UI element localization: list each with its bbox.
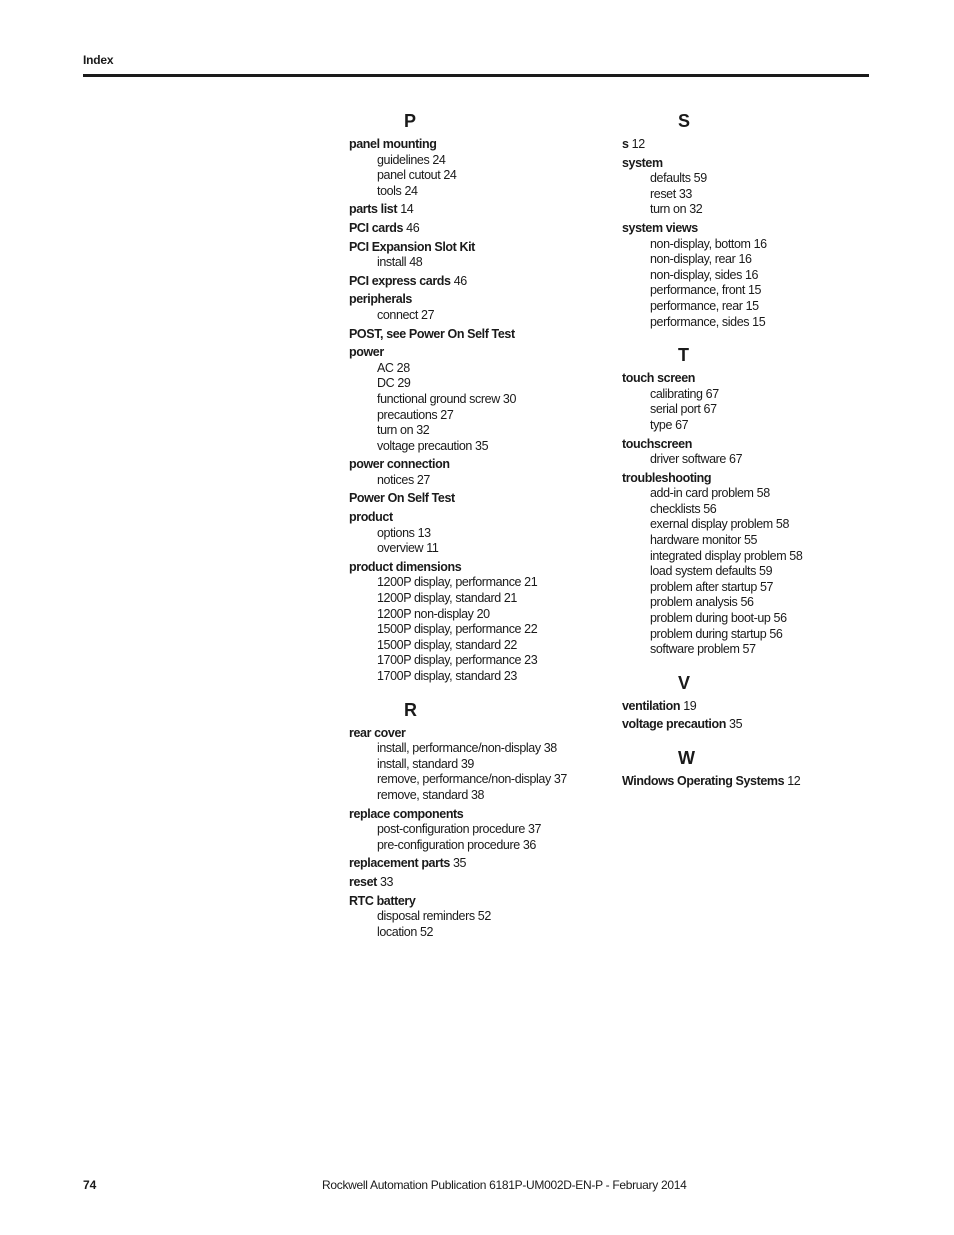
index-term-text: PCI express cards	[349, 273, 451, 288]
index-term	[622, 137, 872, 153]
index-term	[349, 221, 599, 237]
index-section	[349, 110, 599, 685]
index-section	[622, 747, 872, 790]
index-subentry: exernal display problem 58	[650, 517, 789, 532]
index-term-text: RTC battery	[349, 893, 416, 908]
index-subentry: 1700P display, performance 23	[377, 653, 538, 668]
index-term	[622, 371, 872, 387]
index-term-text: system views	[622, 220, 698, 235]
index-term	[349, 292, 599, 308]
index-section	[622, 110, 872, 330]
section-letter: W	[678, 748, 695, 768]
index-subentry: disposal reminders 52	[377, 909, 491, 924]
index-term-text: replacement parts	[349, 856, 450, 871]
index-subentry: 1500P display, performance 22	[377, 622, 538, 637]
index-term	[622, 471, 872, 487]
index-subentry: 1200P display, performance 21	[377, 575, 538, 590]
index-term-text: voltage precaution	[622, 717, 726, 732]
index-term-text: peripherals	[349, 292, 412, 307]
index-section	[349, 699, 599, 941]
index-subentry: panel cutout 24	[377, 168, 457, 183]
index-entry	[349, 202, 599, 218]
index-page-ref: 14	[400, 202, 414, 217]
section-letter: T	[678, 345, 689, 366]
index-term-text: PCI Expansion Slot Kit	[349, 239, 475, 254]
index-subentry: options 13	[377, 525, 431, 540]
index-subentry: post-configuration procedure 37	[377, 822, 542, 837]
index-term-text: rear cover	[349, 725, 406, 740]
index-term	[349, 491, 599, 507]
index-term-text: power connection	[349, 457, 450, 472]
index-subentry: connect 27	[377, 307, 435, 322]
index-entry	[349, 327, 599, 343]
index-page-ref: 12	[787, 774, 801, 788]
index-term	[349, 894, 599, 910]
index-term-text: Windows Operating Systems	[622, 774, 785, 788]
index-term	[349, 510, 599, 526]
index-subentry: integrated display problem 58	[650, 548, 803, 563]
section-letter: V	[678, 672, 690, 693]
index-term	[349, 726, 599, 742]
index-subentry: problem during startup 56	[650, 626, 783, 641]
index-subentry: remove, performance/non-display 37	[377, 772, 567, 787]
index-page-ref: 46	[453, 273, 467, 288]
index-subentry: type 67	[650, 417, 689, 432]
index-subentry: performance, rear 15	[650, 298, 759, 313]
index-term	[622, 717, 872, 733]
index-term	[349, 137, 599, 153]
index-subentry: reset 33	[650, 186, 692, 201]
index-subentry: turn on 32	[377, 423, 430, 438]
index-entry	[349, 491, 599, 507]
index-term-text: product dimensions	[349, 559, 462, 574]
index-subentry: software problem 57	[650, 642, 756, 657]
index-subentry: problem after startup 57	[650, 579, 774, 594]
index-entry	[622, 371, 872, 433]
index-subentry: guidelines 24	[377, 152, 446, 167]
index-entry	[622, 156, 872, 218]
index-term-text: PCI cards	[349, 220, 404, 235]
index-subentry: install, performance/non-display 38	[377, 741, 557, 756]
index-term-text: parts list	[349, 202, 398, 217]
index-term	[622, 699, 872, 715]
index-term	[622, 774, 872, 790]
index-page-ref: 35	[729, 717, 743, 732]
index-subentry: non-display, bottom 16	[650, 236, 767, 251]
index-subentry: driver software 67	[650, 452, 743, 467]
index-term-text: replace components	[349, 806, 464, 821]
page-number: 74	[83, 1178, 97, 1192]
index-term-text: reset	[349, 874, 377, 889]
index-subentry: 1200P non-display 20	[377, 606, 490, 621]
index-term-text: POST, see Power On Self Test	[349, 326, 515, 341]
index-subentry: performance, front 15	[650, 283, 762, 298]
index-entry	[349, 345, 599, 454]
index-entry	[349, 292, 599, 323]
index-entry	[622, 221, 872, 330]
section-header-label: Index	[83, 53, 114, 67]
section-letter: P	[404, 111, 416, 131]
index-subentry: defaults 59	[650, 171, 707, 186]
index-subentry: turn on 32	[650, 202, 703, 217]
index-term	[349, 807, 599, 823]
index-entry	[349, 457, 599, 488]
index-subentry: 1500P display, standard 22	[377, 637, 517, 652]
index-subentry: DC 29	[377, 376, 411, 391]
index-term-text: touch screen	[622, 371, 696, 386]
index-entry	[622, 774, 872, 790]
index-term-text: Power On Self Test	[349, 491, 455, 506]
index-entry	[622, 137, 872, 153]
index-entry	[349, 240, 599, 271]
index-entry	[622, 717, 872, 733]
index-subentry: voltage precaution 35	[377, 438, 489, 453]
index-column-right	[622, 110, 872, 804]
index-subentry: AC 28	[377, 360, 410, 375]
index-term-text: product	[349, 510, 393, 525]
index-term-text: s	[622, 137, 629, 151]
section-letter: R	[404, 699, 417, 720]
index-entry	[349, 856, 599, 872]
index-subentry: non-display, sides 16	[650, 267, 759, 282]
index-subentry: calibrating 67	[650, 386, 719, 401]
index-entry	[349, 137, 599, 199]
index-subentry: install, standard 39	[377, 756, 474, 771]
index-subentry: add-in card problem 58	[650, 486, 770, 501]
index-term-text: troubleshooting	[622, 470, 712, 485]
index-subentry: checklists 56	[650, 501, 717, 516]
index-term-text: ventilation	[622, 698, 681, 713]
index-term	[349, 274, 599, 290]
index-entry	[349, 875, 599, 891]
section-letter: S	[678, 111, 690, 131]
index-term	[622, 221, 872, 237]
index-subentry: pre-configuration procedure 36	[377, 837, 536, 852]
index-entry	[622, 437, 872, 468]
index-column-left	[349, 110, 599, 954]
index-entry	[349, 221, 599, 237]
index-subentry: remove, standard 38	[377, 787, 485, 802]
index-subentry: problem analysis 56	[650, 595, 754, 610]
index-subentry: problem during boot-up 56	[650, 611, 787, 626]
index-subentry: hardware monitor 55	[650, 533, 758, 548]
header-divider	[83, 74, 869, 77]
index-term	[349, 202, 599, 218]
index-subentry: functional ground screw 30	[377, 391, 516, 406]
index-page-ref: 35	[452, 856, 467, 871]
index-entry	[349, 274, 599, 290]
index-entry	[349, 894, 599, 941]
index-subentry: install 48	[377, 255, 423, 270]
index-subentry: overview 11	[377, 541, 439, 556]
index-page-ref: 12	[631, 137, 645, 151]
index-entry	[349, 726, 599, 804]
index-term	[349, 327, 599, 343]
index-term	[349, 560, 599, 576]
index-subentry: 1700P display, standard 23	[377, 669, 517, 683]
index-section	[622, 344, 872, 658]
index-term	[349, 875, 599, 891]
index-subentry: precautions 27	[377, 407, 454, 422]
publication-info: Rockwell Automation Publication 6181P-UM002D-EN-P - February 2014	[322, 1178, 687, 1192]
index-term-text: touchscreen	[622, 436, 692, 451]
index-subentry: non-display, rear 16	[650, 252, 752, 267]
index-page-ref: 33	[379, 874, 394, 889]
index-page-ref: 46	[406, 220, 420, 235]
index-page-ref: 19	[683, 698, 697, 713]
index-subentry: tools 24	[377, 183, 418, 198]
index-subentry: serial port 67	[650, 402, 717, 417]
index-subentry: location 52	[377, 924, 434, 939]
index-term-text: panel mounting	[349, 137, 437, 151]
index-section	[622, 672, 872, 733]
index-entry	[622, 699, 872, 715]
index-term-text: system	[622, 155, 663, 170]
index-entry	[349, 560, 599, 685]
index-subentry: 1200P display, standard 21	[377, 591, 517, 606]
index-term-text: power	[349, 345, 384, 360]
index-term	[349, 457, 599, 473]
index-term	[622, 437, 872, 453]
index-term	[349, 345, 599, 361]
index-subentry: notices 27	[377, 472, 430, 487]
index-term	[349, 240, 599, 256]
index-entry	[349, 510, 599, 557]
index-entry	[349, 807, 599, 854]
index-term	[622, 156, 872, 172]
index-subentry: performance, sides 15	[650, 314, 766, 329]
index-entry	[622, 471, 872, 658]
index-term	[349, 856, 599, 872]
index-subentry: load system defaults 59	[650, 564, 773, 579]
